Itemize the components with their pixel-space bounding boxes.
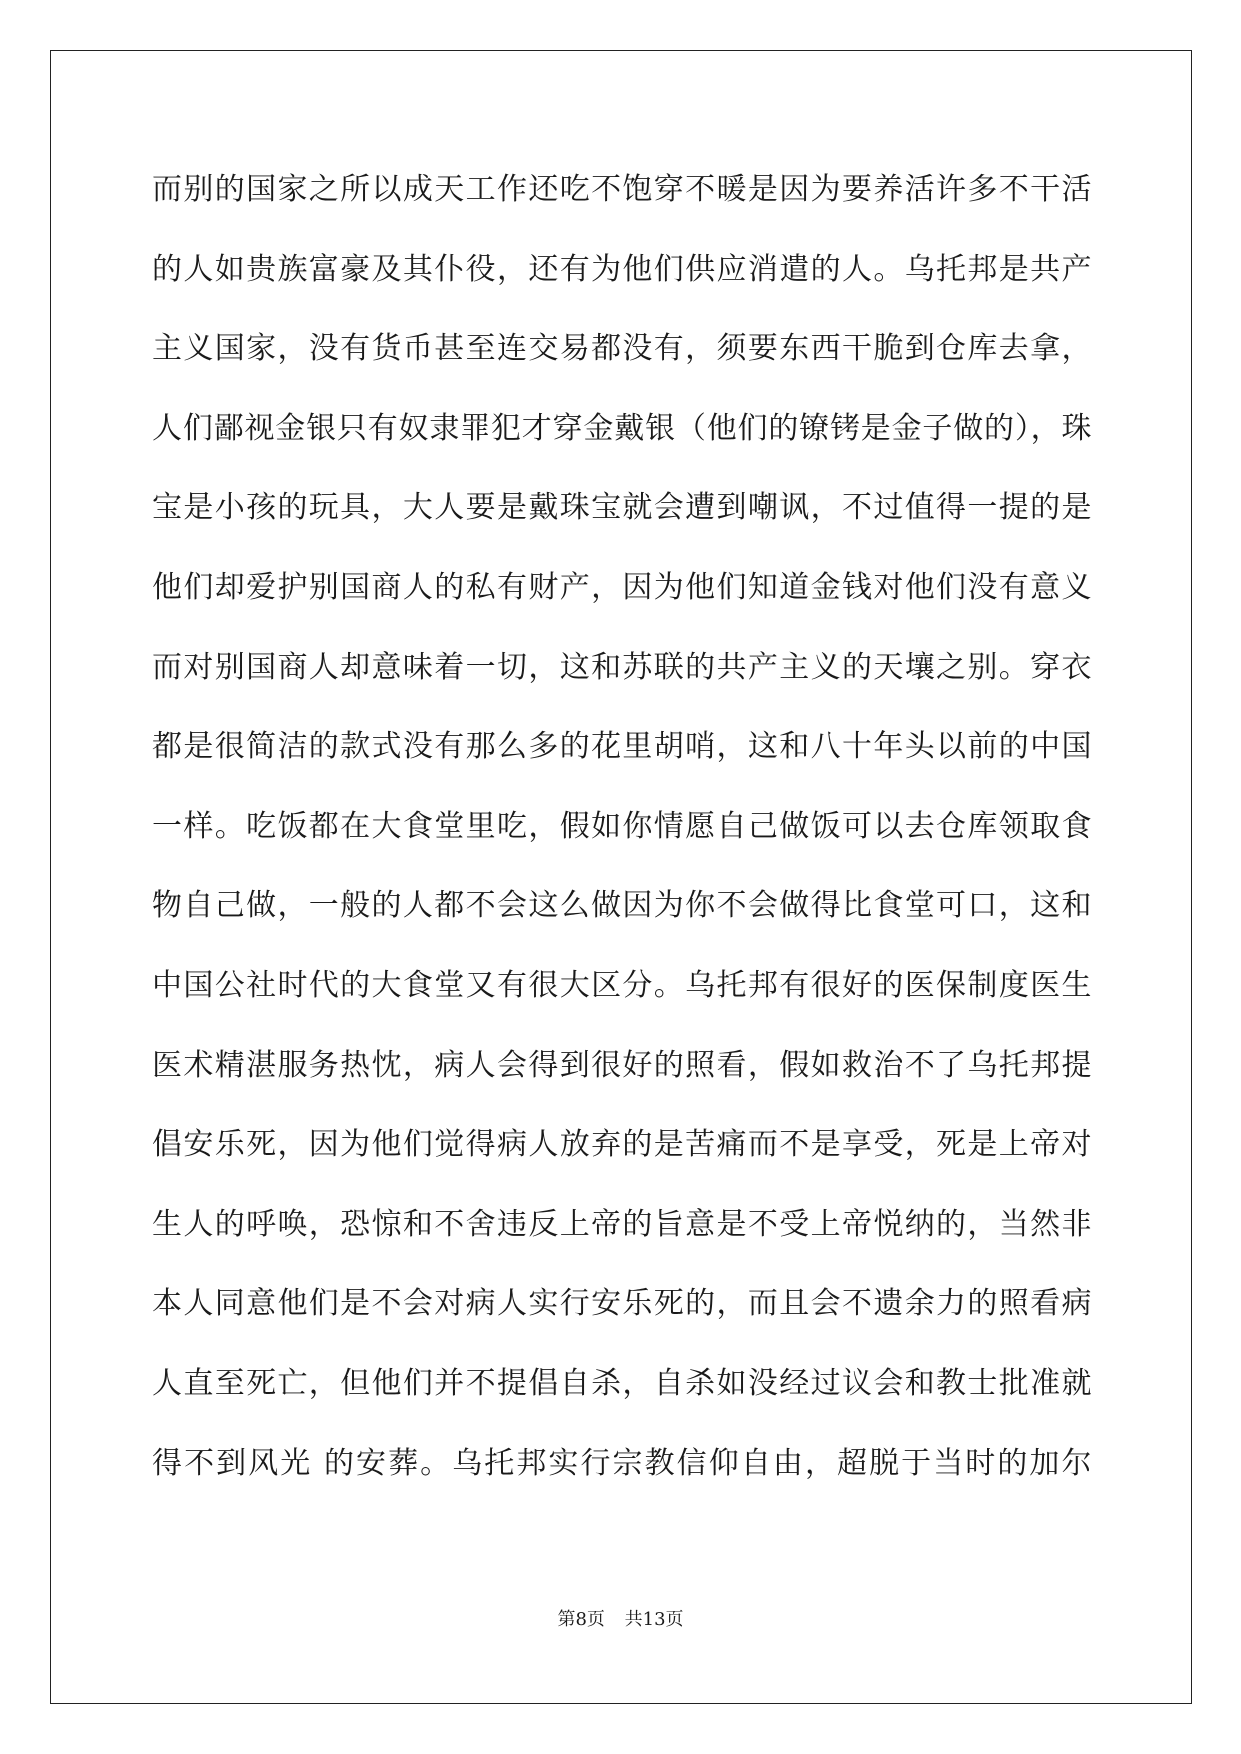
body-text xyxy=(152,160,1092,1513)
text-line: 物自己做，一般的人都不会这么做因为你不会做得比食堂可口，这和 xyxy=(152,888,1092,924)
text-line: 宝是小孩的玩具，大人要是戴珠宝就会遭到嘲讽，不过值得一提的是 xyxy=(152,490,1092,526)
text-line: 人直至死亡，但他们并不提倡自杀，自杀如没经过议会和教士批准就 xyxy=(152,1365,1092,1401)
text-line: 中国公社时代的大食堂又有很大区分。乌托邦有很好的医保制度医生 xyxy=(152,967,1092,1003)
text-line: 主义国家，没有货币甚至连交易都没有，须要东西干脆到仓库去拿， xyxy=(152,331,1092,367)
text-line: 本人同意他们是不会对病人实行安乐死的，而且会不遗余力的照看病 xyxy=(152,1286,1092,1322)
text-line: 倡安乐死，因为他们觉得病人放弃的是苦痛而不是享受，死是上帝对 xyxy=(152,1127,1092,1163)
text-line: 一样。吃饭都在大食堂里吃，假如你情愿自己做饭可以去仓库领取食 xyxy=(152,808,1092,844)
text-line: 生人的呼唤，恐惊和不舍违反上帝的旨意是不受上帝悦纳的，当然非 xyxy=(152,1206,1092,1242)
text-line: 的人如贵族富豪及其仆役，还有为他们供应消遣的人。乌托邦是共产 xyxy=(152,251,1092,287)
page-footer: 第8页 共13页 xyxy=(557,1609,684,1630)
text-line: 都是很简洁的款式没有那么多的花里胡哨，这和八十年头以前的中国 xyxy=(152,729,1092,765)
text-line: 医术精湛服务热忱，病人会得到很好的照看，假如救治不了乌托邦提 xyxy=(152,1047,1092,1083)
text-line: 得不到风光 的安葬。乌托邦实行宗教信仰自由，超脱于当时的加尔 xyxy=(152,1445,1092,1481)
text-line: 而别的国家之所以成天工作还吃不饱穿不暖是因为要养活许多不干活 xyxy=(152,172,1092,207)
text-line: 人们鄙视金银只有奴隶罪犯才穿金戴银（他们的镣铐是金子做的），珠 xyxy=(152,410,1092,446)
text-line: 而对别国商人却意味着一切，这和苏联的共产主义的天壤之别。穿衣 xyxy=(152,649,1092,685)
text-line: 他们却爱护别国商人的私有财产，因为他们知道金钱对他们没有意义 xyxy=(152,569,1092,605)
